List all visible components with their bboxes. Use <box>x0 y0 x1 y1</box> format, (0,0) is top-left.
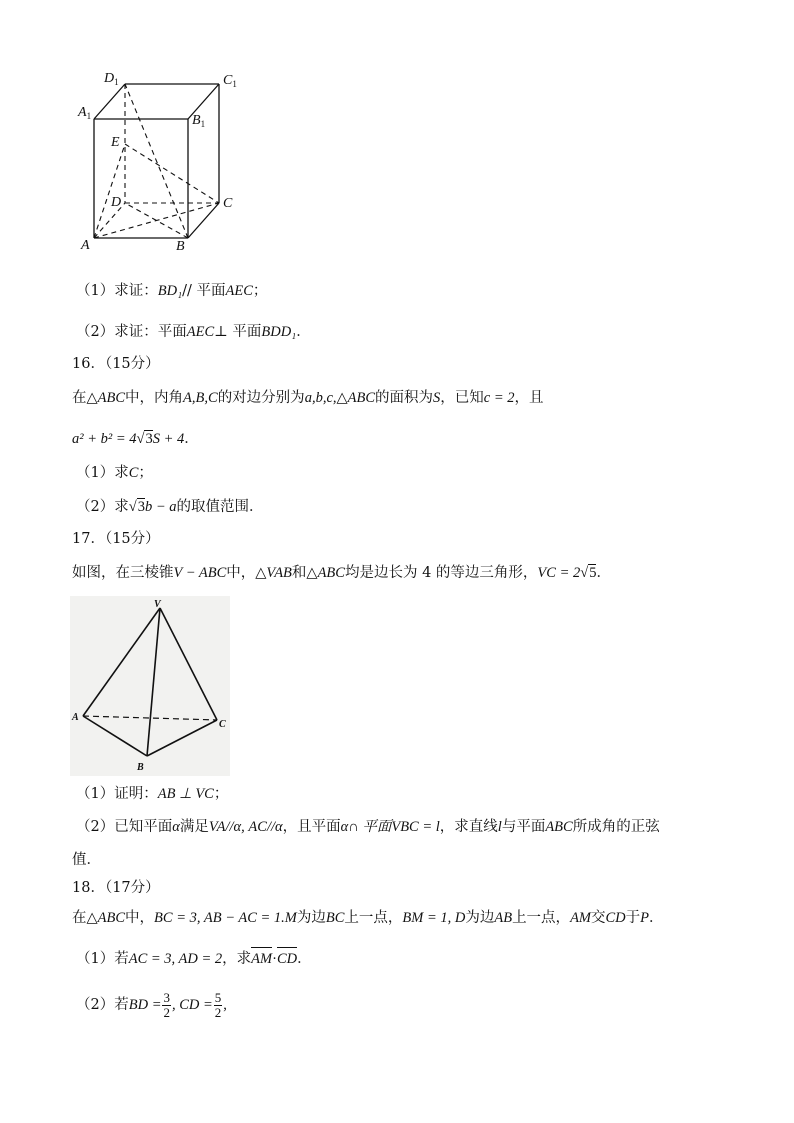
edge-a1-d1 <box>94 84 125 119</box>
label-d1: $D_1$ <box>104 71 119 87</box>
p17-stem-g: 均是边长为 4 的等边三角形， <box>344 565 538 581</box>
p16-stem-j: S <box>433 390 441 406</box>
p16-part2-b: b − a <box>144 499 177 515</box>
p16-stem-d: A,B,C <box>183 390 218 406</box>
p17-stem-f: ABC <box>317 565 345 581</box>
p16-eq-end: ． <box>184 431 199 447</box>
sqrt-sign: √ <box>128 499 137 515</box>
vector-cd: CD <box>276 951 298 967</box>
p16-stem-k: ，已知 <box>440 390 484 406</box>
p17-part2-e: ，且平面 <box>282 819 341 835</box>
label-b: B <box>137 762 144 773</box>
p16-stem-f: a,b,c, <box>304 390 337 406</box>
p18-stem-c: 中， <box>125 910 155 926</box>
problem16-stem <box>72 388 544 408</box>
p16-part1-b: C <box>128 465 139 481</box>
problem16-part2 <box>76 497 264 517</box>
p16-part1-c: ； <box>138 465 153 481</box>
p18-part1-end: ． <box>297 951 312 967</box>
sqrt-sign: √ <box>580 565 589 581</box>
problem17-part2 <box>76 817 660 837</box>
p17-stem-sqrt: 5 <box>589 565 597 581</box>
label-v: V <box>154 599 161 610</box>
p18-stem-a: 在△ <box>72 910 98 926</box>
label-c: C <box>219 719 226 730</box>
p18-stem-k: 上一点， <box>512 910 571 926</box>
p17-part2-h: ，求直线 <box>439 819 498 835</box>
p16-part1-a: （1）求 <box>76 465 129 481</box>
seg-b-d1 <box>125 84 188 238</box>
p15-part1-end: ； <box>252 283 268 299</box>
p15-part2-expr2: BDD₁ <box>261 324 297 340</box>
seg-e-c <box>125 144 219 203</box>
p17-part1-a: （1）证明： <box>76 786 158 802</box>
fraction-bd <box>162 991 171 1020</box>
label-c: C <box>223 196 233 211</box>
p16-stem-h: ABC <box>347 390 376 406</box>
p15-part1-expr2: AEC <box>225 283 253 299</box>
label-a1: $A_1$ <box>78 105 92 121</box>
p16-stem-c: 中，内角 <box>125 390 184 406</box>
p16-eq-a: a² + b² = 4 <box>72 431 137 447</box>
p18-stem-h: BM = 1, D <box>402 910 466 926</box>
problem18-part1 <box>76 949 312 969</box>
p16-stem-g: △ <box>336 390 348 406</box>
p18-stem-j: AB <box>494 910 513 926</box>
p18-stem-m: 交 <box>591 910 606 926</box>
p16-stem-a: 在△ <box>72 390 98 406</box>
fraction-cd-num: 5 <box>214 989 222 1005</box>
p15-part1-mid: // 平面 <box>182 283 226 299</box>
p17-stem-e: 和△ <box>291 565 318 581</box>
p17-part2-k: ABC <box>545 819 573 835</box>
label-d: D <box>111 195 122 210</box>
p17-part2-l: 所成角的正弦 <box>572 819 660 835</box>
label-c1: $C_1$ <box>223 73 237 89</box>
p18-stem-i: 为边 <box>465 910 495 926</box>
p16-stem-b: ABC <box>97 390 126 406</box>
label-b: B <box>176 239 185 254</box>
p18-part2-a: （2）若 <box>76 997 129 1013</box>
problem18-header: 18．（17分） <box>72 880 160 896</box>
p16-part2-a: （2）求 <box>76 499 129 515</box>
p17-part2-d: VA//α, AC//α <box>208 819 283 835</box>
p17-stem-d: VAB <box>266 565 292 581</box>
p18-stem-o: 于 <box>625 910 641 926</box>
label-e: E <box>111 135 120 150</box>
p17-stem-end: ． <box>596 565 611 581</box>
problem15-part1 <box>76 281 267 301</box>
fraction-bd-den: 2 <box>163 1004 170 1020</box>
fraction-bd-num: 3 <box>163 989 170 1005</box>
p15-part1-expr: BD₁ <box>157 283 183 299</box>
p17-part2-i: l <box>497 819 502 835</box>
problem15-part2 <box>76 322 311 342</box>
problem16-part1 <box>76 463 153 483</box>
p17-part2-f: α∩ 平面 <box>340 819 392 835</box>
p17-part2-a: （2）已知平面 <box>76 819 173 835</box>
problem18-part2 <box>76 988 227 1022</box>
p17-part1-b: AB ⊥ VC <box>157 786 214 802</box>
seg-a-e <box>94 144 125 238</box>
p18-stem-b: ABC <box>97 910 126 926</box>
p18-stem-f: BC <box>325 910 345 926</box>
figure-cube <box>70 64 250 256</box>
p18-part2-b: BD = <box>128 997 162 1013</box>
p17-stem-b: V − ABC <box>173 565 227 581</box>
p15-part2-expr: AEC <box>186 324 215 340</box>
p15-part2-prefix: （2）求证：平面 <box>76 324 187 340</box>
p18-part1-c: ，求 <box>222 951 252 967</box>
sqrt-sign: √ <box>136 431 145 447</box>
p17-part2-b: α <box>172 819 180 835</box>
p16-part2-c: 的取值范围． <box>176 499 264 515</box>
p16-stem-l: c = 2 <box>483 390 515 406</box>
p18-part1-b: AC = 3, AD = 2 <box>128 951 223 967</box>
p18-stem-d: BC = 3, AB − AC = 1.M <box>154 910 297 926</box>
fraction-cd-den: 2 <box>214 1004 222 1020</box>
p16-eq-sqrt: 3 <box>145 431 153 447</box>
p16-stem-e: 的对边分别为 <box>217 390 305 406</box>
p18-stem-e: 为边 <box>296 910 326 926</box>
p18-part2-d: , <box>223 997 227 1013</box>
problem17-header: 17．（15分） <box>72 531 160 547</box>
p17-part1-c: ； <box>213 786 229 802</box>
label-a: A <box>72 712 79 723</box>
problem16-equation <box>72 429 199 449</box>
p17-stem-c: 中，△ <box>226 565 267 581</box>
p17-part2-g: VBC = l <box>391 819 440 835</box>
problem16-header: 16．（15分） <box>72 356 160 372</box>
label-b1: $B_1$ <box>192 113 206 129</box>
p17-stem-a: 如图，在三棱锥 <box>72 565 174 581</box>
edge-b-c <box>188 203 219 238</box>
p17-stem-h: VC = 2 <box>537 565 581 581</box>
p16-eq-b: S + 4 <box>152 431 185 447</box>
p17-part2-c: 满足 <box>179 819 209 835</box>
problem17-part2-cont: 值． <box>72 852 101 868</box>
p16-stem-i: 的面积为 <box>375 390 434 406</box>
p16-stem-m: ，且 <box>514 390 544 406</box>
label-a: A <box>81 238 90 253</box>
p18-part1-dot: · <box>272 951 277 967</box>
p18-part2-c: , CD = <box>171 997 213 1013</box>
p18-stem-l: AM <box>570 910 591 926</box>
p15-part2-mid: ⊥ 平面 <box>214 324 262 340</box>
problem17-part1 <box>76 784 228 804</box>
p15-part1-prefix: （1）求证： <box>76 283 158 299</box>
fraction-cd <box>214 991 223 1020</box>
p17-part2-j: 与平面 <box>501 819 546 835</box>
p18-stem-n: CD <box>605 910 626 926</box>
p18-part1-a: （1）若 <box>76 951 129 967</box>
problem18-stem <box>72 908 664 928</box>
p18-stem-q: ． <box>649 910 664 926</box>
p18-stem-p: P <box>640 910 650 926</box>
vector-am: AM <box>251 951 273 967</box>
p18-stem-g: 上一点， <box>344 910 403 926</box>
figure-tetrahedron <box>70 596 230 776</box>
p16-part2-sqrt: 3 <box>137 499 145 515</box>
p15-part2-end: ． <box>296 324 311 340</box>
problem17-stem <box>72 563 611 583</box>
